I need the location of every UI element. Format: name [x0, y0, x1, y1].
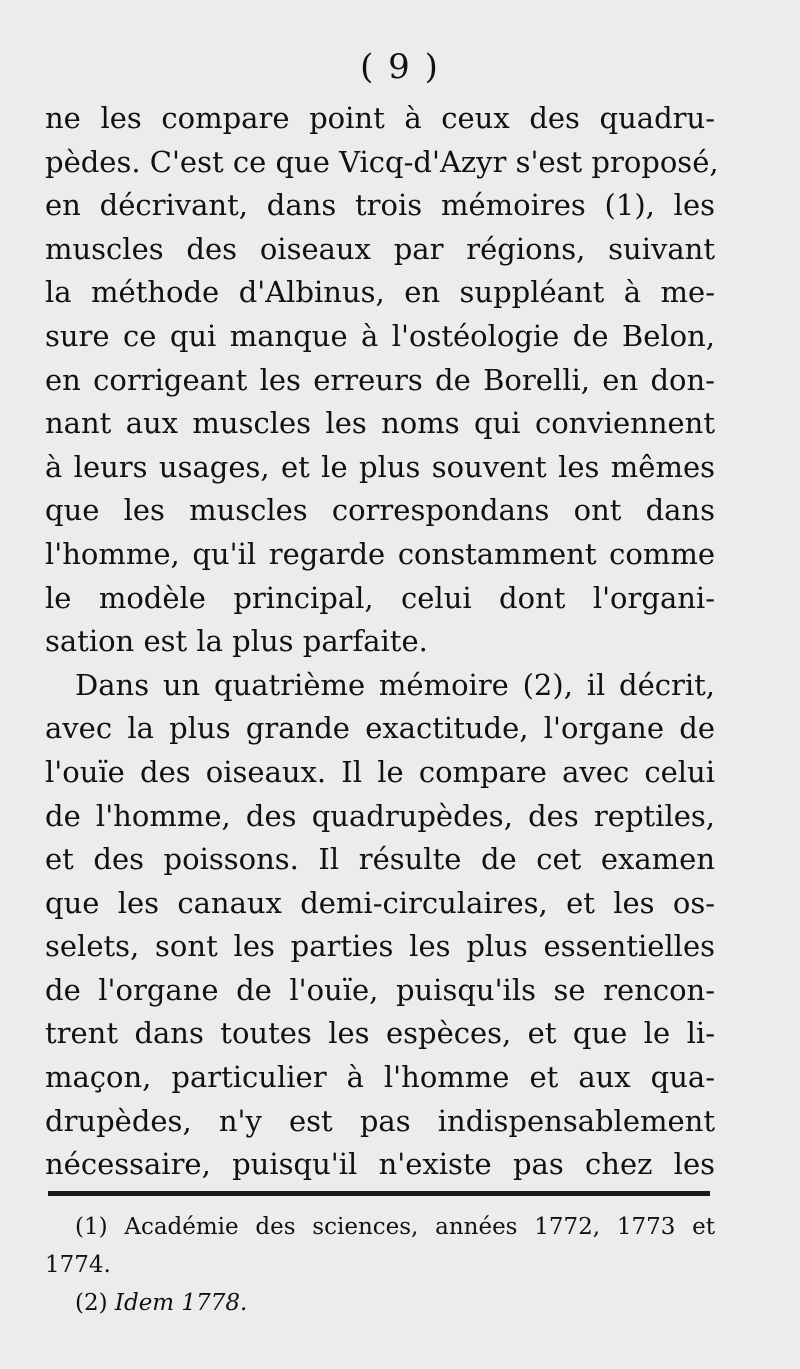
- text-line: sure ce qui manque à l'ostéologie de Belon,: [45, 318, 715, 353]
- text-line: le modèle principal, celui dont l'organi-: [45, 580, 715, 615]
- text-line: et des poissons. Il résulte de cet examen: [45, 842, 715, 877]
- text-line: que les muscles correspondans ont dans: [45, 493, 715, 528]
- text-line: ne les compare point à ceux des quadru-: [45, 101, 715, 135]
- text-line: la méthode d'Albinus, en suppléant à me-: [45, 275, 715, 310]
- footnote-1-line-2: 1774.: [45, 1252, 111, 1278]
- text-line: trent dans toutes les espèces, et que le li-: [45, 1016, 715, 1051]
- text-line: en décrivant, dans trois mémoires (1), les: [45, 188, 715, 223]
- text-line: que les canaux demi-circulaires, et les os-: [45, 885, 715, 920]
- footnote-2-text: Idem 1778.: [114, 1290, 248, 1316]
- footnotes: [45, 1208, 715, 1322]
- text-line: muscles des oiseaux par régions, suivant: [45, 231, 715, 266]
- text-line: drupèdes, n'y est pas indispensablement: [45, 1103, 715, 1138]
- text-line: sation est la plus parfaite.: [45, 624, 428, 659]
- text-line: nant aux muscles les noms qui conviennent: [45, 406, 715, 441]
- text-line: pèdes. C'est ce que Vicq-d'Azyr s'est proposé,: [45, 144, 719, 179]
- text-line: l'ouïe des oiseaux. Il le compare avec celui: [45, 754, 715, 789]
- text-line: de l'organe de l'ouïe, puisqu'ils se rencon-: [45, 972, 715, 1007]
- footnote-rule: [48, 1191, 710, 1196]
- text-line: maçon, particulier à l'homme et aux qua-: [45, 1060, 715, 1095]
- text-line: nécessaire, puisqu'il n'existe pas chez les: [45, 1147, 715, 1182]
- text-line: selets, sont les parties les plus essentielles: [45, 929, 715, 964]
- body-text: [45, 97, 719, 1187]
- text-line: de l'homme, des quadrupèdes, des reptiles,: [45, 798, 715, 833]
- text-line: Dans un quatrième mémoire (2), il décrit,: [75, 667, 715, 702]
- footnote-2: [45, 1284, 715, 1322]
- text-line: avec la plus grande exactitude, l'organe de: [45, 711, 715, 746]
- text-line: en corrigeant les erreurs de Borelli, en don-: [45, 362, 715, 397]
- page-number: ( 9 ): [360, 47, 440, 87]
- footnote-2-marker: (2): [75, 1290, 115, 1316]
- text-line: l'homme, qu'il regarde constamment comme: [45, 536, 715, 571]
- text-line: à leurs usages, et le plus souvent les mêmes: [45, 449, 715, 484]
- footnote-1-line-1: (1) Académie des sciences, années 1772, 1773 et: [75, 1214, 715, 1240]
